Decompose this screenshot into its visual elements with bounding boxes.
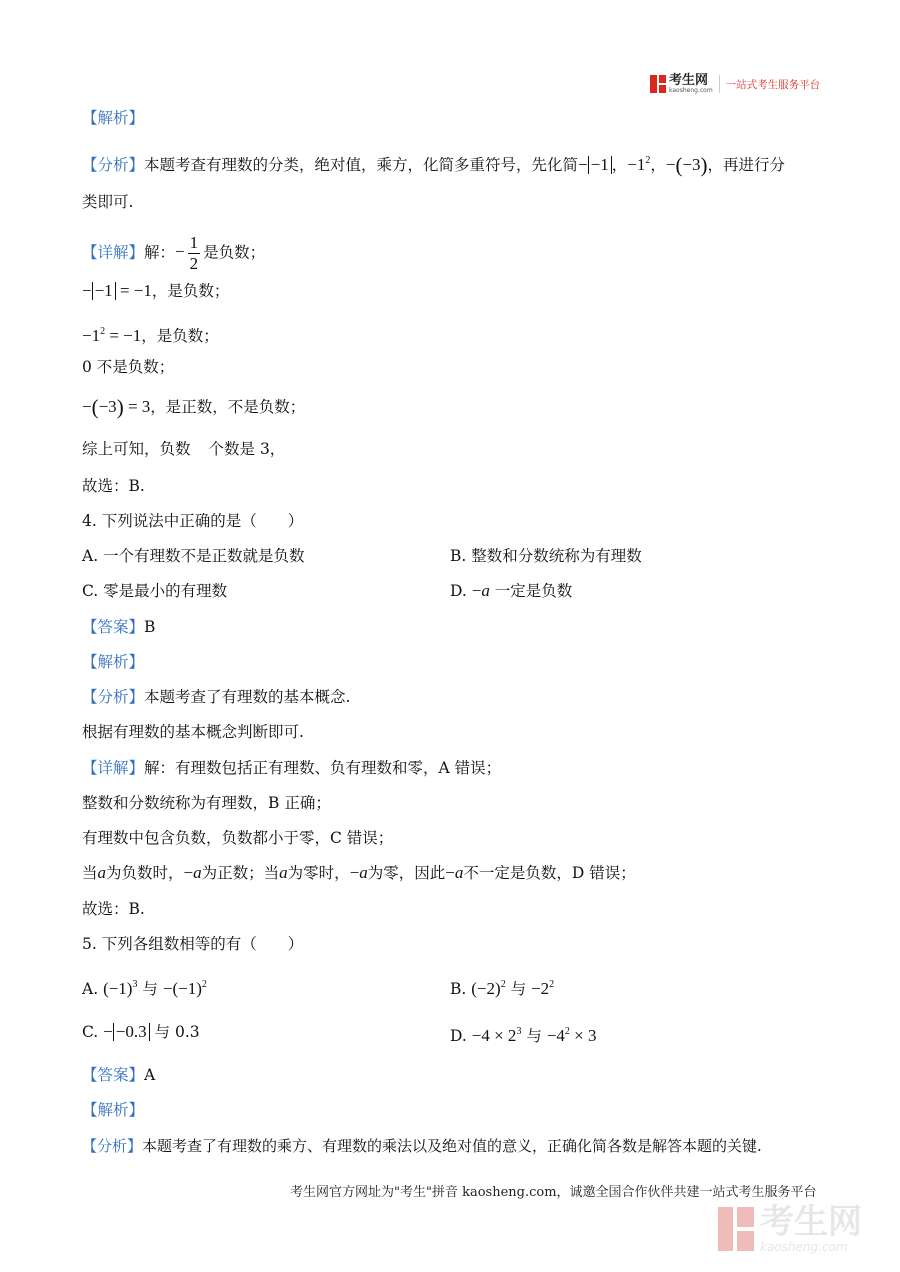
header-slogan: 一站式考生服务平台	[725, 78, 821, 91]
watermark	[718, 1202, 862, 1254]
q3-analysis: 【分析】本题考查有理数的分类，绝对值，乘方，化简多重符号，先化简− −1 ，$-1^2$，−(−3)，再进行分	[82, 153, 786, 177]
q4-analysis: 【分析】本题考查了有理数的基本概念.	[82, 688, 351, 706]
q3-jiexi-tag: 【解析】	[82, 109, 145, 127]
q3-expr-neg-power: $-1^2$	[627, 155, 651, 174]
q4-answer	[82, 616, 155, 638]
q4-jiexi-tag: 【解析】	[82, 653, 145, 671]
watermark-domain: kaosheng.com	[760, 1240, 848, 1254]
q5-option-a: A. $(-1)^3$ 与 $-(-1)^2$	[82, 979, 207, 998]
q3-detail-line4: 0 不是负数；	[82, 358, 175, 376]
q4-detail: 【详解】解：有理数包括正有理数、负有理数和零，A 错误；	[82, 759, 502, 777]
header-logo	[650, 72, 820, 96]
logo-domain: kaosheng.com	[669, 87, 713, 94]
q3-analysis-tag: 【分析】	[82, 156, 145, 174]
q3-line2-suffix: ，是负数；	[151, 282, 230, 300]
q4-option-c: C. 零是最小的有理数	[82, 582, 228, 600]
q4-option-d: D. −a 一定是负数	[450, 581, 573, 600]
q3-detail-prefix: 解：	[144, 243, 176, 262]
q5-option-d: D. $-4 \times 2^3$ 与 $-4^2 \times 3$	[450, 1026, 597, 1045]
q4-analysis-line2: 根据有理数的基本概念判断即可.	[82, 723, 304, 741]
q4-detail-line3: 有理数中包含负数，负数都小于零，C 错误；	[82, 829, 394, 847]
q3-analysis-tail: ，再进行分	[707, 156, 786, 174]
q5-option-b: B. $(-2)^2$ 与 $-2^2$	[450, 979, 555, 998]
q4-option-a: A. 一个有理数不是正数就是负数	[82, 547, 305, 565]
q4-answer-value: B	[144, 618, 156, 636]
kaosheng-watermark-icon	[718, 1207, 754, 1251]
logo-name: 考生网	[669, 73, 709, 88]
q4-choice: 故选：B.	[82, 900, 145, 918]
q3-summary: 综上可知，负数 个数是 3，	[82, 440, 286, 458]
q3-line5-suffix: ，是正数，不是负数；	[150, 398, 306, 416]
kaosheng-logo-icon	[650, 75, 666, 93]
q5-analysis: 【分析】本题考查了有理数的乘方、有理数的乘法以及绝对值的意义，正确化简各数是解答本题的关键.	[82, 1137, 762, 1155]
q3-detail-line1	[82, 233, 265, 274]
q3-choice: 故选：B.	[82, 477, 145, 495]
q5-option-c: C. − −0.3 与 0.3	[82, 1022, 200, 1041]
q4-stem: 4. 下列说法中正确的是（ ）	[82, 512, 304, 530]
q4-option-b: B. 整数和分数统称为有理数	[450, 547, 642, 565]
q5-stem: 5. 下列各组数相等的有（ ）	[82, 935, 304, 953]
q4-detail-line4: 当a为负数时，−a为正数；当a为零时，−a为零，因此−a不一定是负数，D 错误；	[82, 863, 636, 882]
q3-line3-suffix: ，是负数；	[141, 327, 219, 345]
q4-detail-line2: 整数和分数统称为有理数，B 正确；	[82, 794, 331, 812]
q3-analysis-text: 本题考查有理数的分类，绝对值，乘方，化简多重符号，先化简	[144, 156, 579, 174]
q3-fraction: − $\frac{1}{2}$	[175, 233, 199, 273]
q4-answer-tag: 【答案】	[82, 618, 145, 636]
page-footer: 考生网官方网址为"考生"拼音 kaosheng.com，诚邀全国合作伙伴共建一站式考生服务平台	[290, 1185, 817, 1200]
logo-divider	[719, 75, 720, 93]
watermark-name: 考生网	[760, 1202, 862, 1242]
q3-detail-line5: −(−3) = 3，是正数，不是负数；	[82, 395, 306, 419]
q3-expr-neg-paren: −(−3)	[665, 153, 708, 177]
q3-analysis-cont: 类即可.	[82, 193, 134, 211]
q3-expr-neg-abs: − −1	[578, 155, 612, 174]
q3-detail-tag: 【详解】	[82, 243, 145, 262]
q3-detail-line2: − −1 = −1，是负数；	[82, 281, 230, 300]
q3-detail-line3: $-1^2 = -1$，是负数；	[82, 326, 219, 345]
q5-answer: 【答案】A	[82, 1066, 156, 1084]
q3-line1-suffix: 是负数；	[203, 243, 266, 262]
q5-jiexi-tag: 【解析】	[82, 1101, 145, 1119]
